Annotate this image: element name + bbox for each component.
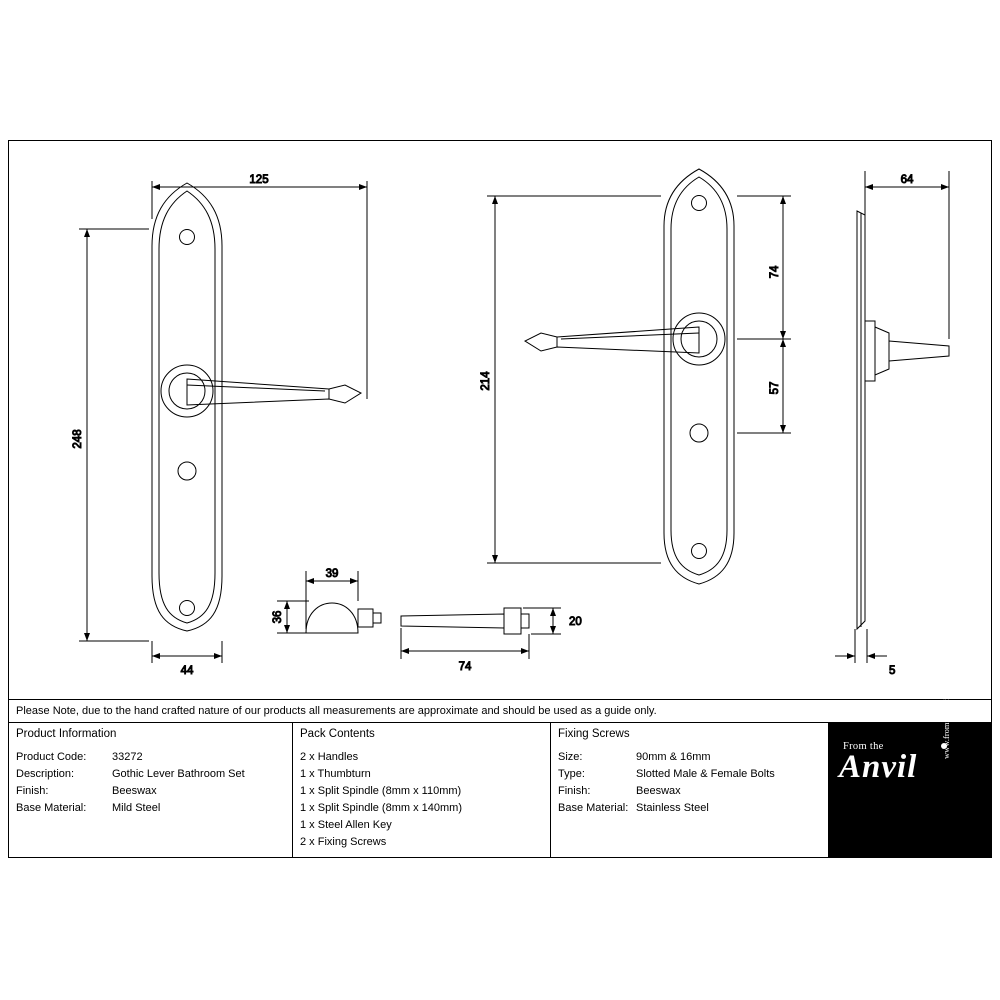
screw-type-value: Slotted Male & Female Bolts bbox=[636, 768, 775, 780]
screw-size-label: Size: bbox=[558, 751, 583, 763]
logo-top-text: From the bbox=[843, 741, 884, 752]
pack-item: 1 x Split Spindle (8mm x 140mm) bbox=[300, 802, 462, 814]
screw-finish-label: Finish: bbox=[558, 785, 591, 797]
svg-text:39: 39 bbox=[325, 568, 339, 580]
screw-finish-row bbox=[558, 783, 821, 800]
drawing-area bbox=[9, 141, 991, 699]
measurement-note: Please Note, due to the hand crafted nature of our products all measurements are approximate and should be used as a guide only. bbox=[9, 699, 991, 723]
fixing-screws-heading: Fixing Screws bbox=[558, 728, 630, 740]
finish-value: Beeswax bbox=[112, 785, 157, 797]
description-label: Description: bbox=[16, 768, 75, 780]
pack-item: 1 x Split Spindle (8mm x 110mm) bbox=[300, 785, 462, 797]
fixing-screws-column bbox=[551, 723, 829, 858]
pack-contents-heading: Pack Contents bbox=[300, 728, 375, 740]
svg-text:64: 64 bbox=[900, 174, 914, 186]
svg-text:44: 44 bbox=[180, 665, 194, 677]
svg-text:5: 5 bbox=[889, 665, 896, 677]
product-information-column bbox=[9, 723, 293, 858]
description-row bbox=[16, 766, 285, 783]
base-material-value: Mild Steel bbox=[112, 802, 161, 814]
screw-finish-value: Beeswax bbox=[636, 785, 681, 797]
svg-text:36: 36 bbox=[272, 610, 284, 624]
brand-logo bbox=[829, 674, 991, 858]
pack-item: 1 x Thumbturn bbox=[300, 768, 371, 780]
svg-text:74: 74 bbox=[769, 265, 781, 279]
technical-drawing-sheet bbox=[8, 140, 992, 858]
product-code-row bbox=[16, 749, 285, 766]
screw-type-row bbox=[558, 766, 821, 783]
logo-main-text: Anvil bbox=[839, 749, 918, 785]
svg-text:20: 20 bbox=[569, 616, 582, 628]
pack-item: 2 x Fixing Screws bbox=[300, 836, 387, 848]
base-material-row bbox=[16, 800, 285, 817]
base-material-label: Base Material: bbox=[16, 802, 87, 814]
dimension-drawing-svg bbox=[9, 141, 991, 699]
product-code-value: 33272 bbox=[112, 751, 143, 763]
screw-size-row bbox=[558, 749, 821, 766]
screw-base-material-label: Base Material: bbox=[558, 802, 629, 814]
svg-text:74: 74 bbox=[458, 661, 472, 673]
product-information-heading: Product Information bbox=[16, 728, 117, 740]
screw-type-label: Type: bbox=[558, 768, 585, 780]
screw-base-material-value: Stainless Steel bbox=[636, 802, 709, 814]
pack-item: 1 x Steel Allen Key bbox=[300, 819, 392, 831]
screw-size-value: 90mm & 16mm bbox=[636, 751, 711, 763]
svg-text:248: 248 bbox=[72, 429, 84, 449]
svg-text:214: 214 bbox=[480, 371, 492, 391]
logo-url-text: www.fromtheanvil.co.uk bbox=[941, 674, 951, 759]
pack-contents-column bbox=[293, 723, 551, 858]
svg-text:57: 57 bbox=[769, 381, 781, 395]
svg-text:125: 125 bbox=[249, 174, 269, 186]
finish-row bbox=[16, 783, 285, 800]
description-value: Gothic Lever Bathroom Set bbox=[112, 768, 245, 780]
finish-label: Finish: bbox=[16, 785, 49, 797]
pack-item: 2 x Handles bbox=[300, 751, 359, 763]
screw-base-material-row bbox=[558, 800, 821, 817]
product-code-label: Product Code: bbox=[16, 751, 87, 763]
